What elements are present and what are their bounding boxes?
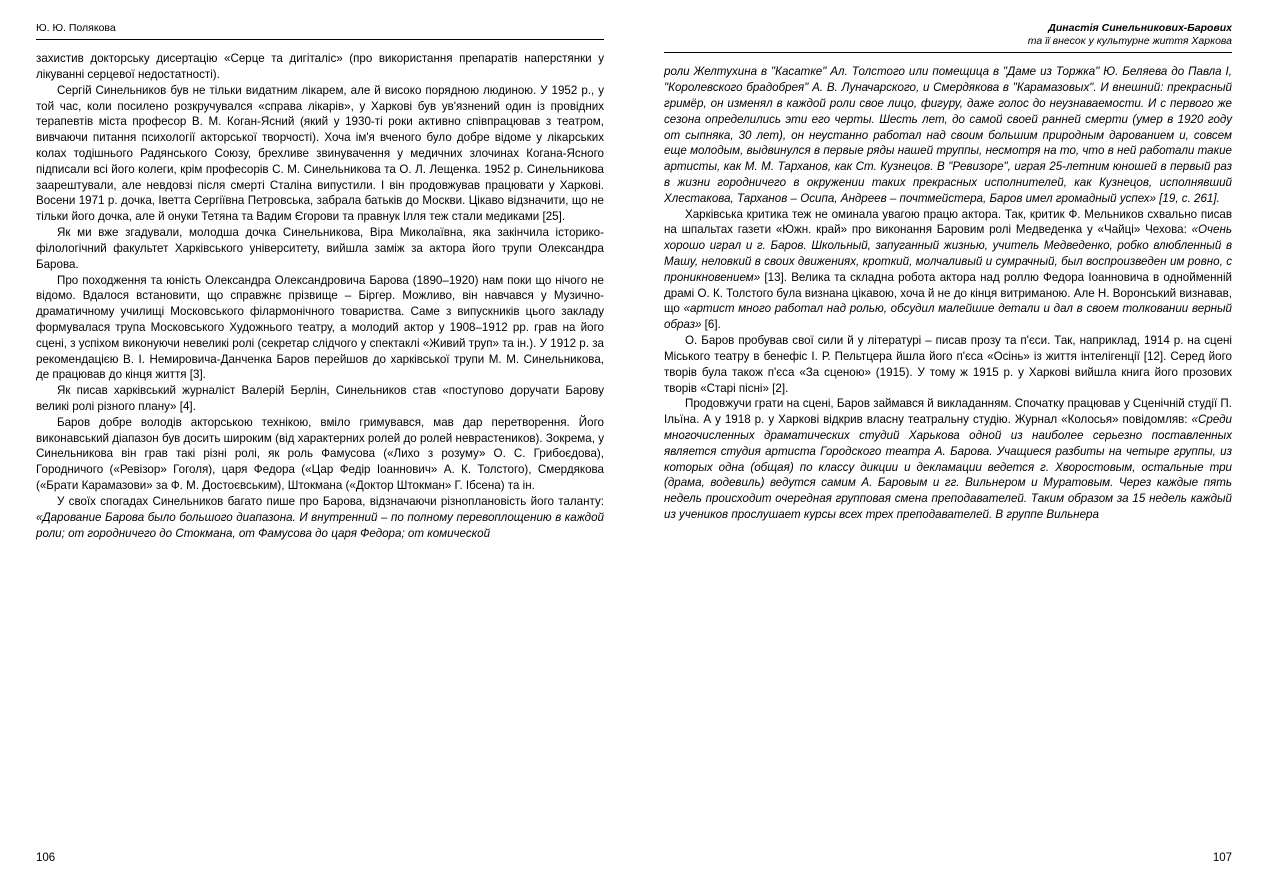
paragraph-with-quote [664,396,1232,523]
paragraph: Баров добре володів акторською технікою, вміло гримувався, мав дар перетворення. Його виконавський діапазон був досить широким (від характерних ролей до ролей неврастеников). Зокрема, у Синельникова він грав такі різні ролі, як роль Фамусова («Лихо з розуму» О. С. Грибоєдова), Городничого («Ревізор» Гоголя), царя Федора («Цар Федір Іоаннович» А. К. Толстого), Смердякова («Брати Карамазови» за Ф. М. Достоєвським), Штокмана («Доктор Штокман» Г. Ібсена) та ін. [36,415,604,493]
paragraph-trailing-text: [13]. Велика та складна робота актора над роллю Федора Іоанновича в однойменній драмі О. К. Толстого була визнана цікавою, хоча й не до кінця витриманою. Але Н. Воронський визнавав, що [664,270,1232,316]
paragraph-lead-text: Харківська критика теж не оминала увагою працю актора. Так, критик Ф. Мельников схвально писав на шпальтах газети «Южн. край» про виконання Баровим ролі Медведенка у «Чайці» Чехова: [664,207,1232,237]
quoted-passage: «Среди многочисленных драматических студий Харькова одной из наиболее серьезно поставленных является студия артиста Городского театра А. Барова. Учащиеся разбиты на четыре группы, из которых одна (общая) по классу дикции и декламации ведется г. Хворостовым, остальные три (драма, водевиль) ведутся самим А. Баровым и гг. Вильнером и Муратовым. Через каждые пять недель происходит очередная групповая смена преподавателей. Таким образом за 15 недель каждый из учеников прослушает курсы всех трех преподавателей. В группе Вильнера [664,413,1232,521]
running-head-left [36,22,604,40]
running-head-author: Ю. Ю. Полякова [36,22,116,34]
right-page-body [664,64,1232,523]
paragraph-with-quote [36,494,604,541]
paragraph: Сергій Синельников був не тільки видатним лікарем, але й високо порядною людиною. У 1952 р., у той час, коли посилено розкручувался «справа лікарів», у Харкові був ув'язнений один із провідних терапевтів міста професор В. М. Коган-Ясний (який у 1930-ті роки активно співпрацював з театром, вивчаючи питання психології акторської творчості). Хоча ім'я вченого було добре відоме у лікарських колах тодішнього Радянського Союзу, брехливе звинувачення у медичних злочинах Когана-Ясного підписали всі його колеги, крім професорів С. М. Синельникова та О. Л. Лещенка. 1952 р. Синельникова заарештували, але невдовзі після смерті Сталіна випустили. І він продовжував працювати у Харкові. Восени 1971 р. дочка, Іветта Сергіївна Петровська, забрала батьків до Москви. Цікаво відзначити, що не тільки його дочка, але й онуки Тетяна та Вадим Єгорови та правнук Ілля теж стали медиками [25]. [36,83,604,224]
paragraph: Як писав харківський журналіст Валерій Берлін, Синельников став «поступово доручати Барову великі ролі різного плану» [4]. [36,384,604,413]
quoted-passage: «Очень хорошо играл и г. Баров. Школьный, запуганный жизнью, учитель Медведенко, робко влюбленный в Машу, неловкий в своих движениях, кроткий, молчаливый и сумрачный, был воспроизведен им ровно, с проникновением» [664,223,1232,284]
folio-right: 107 [1212,852,1232,864]
paragraph-with-quote [664,207,1232,334]
running-head-right [664,22,1232,53]
paragraph-quote-continued: роли Желтухина в "Касатке" Ал. Толстого или помещица в "Даме из Торжка" Ю. Беляева до Павла I, "Королевского брадобрея" А. В. Луначарского, и Смердякова в "Карамазовых". И внешний: прекрасный гримёр, он изменял в каждой роли свое лицо, фигуру, даже голос до неузнаваемости. И с первого же сезона определились эти его черты. Шесть лет, до самой своей ранней смерти (умер в 1920 году от сыпняка, 30 лет), он неустанно работал над своим большим природным дарованием и, совсем еще молодым, выдвинулся в первые ряды нашей труппы, несмотря на то, что в ней работали такие артисты, как М. М. Тарханов, как Ст. Кузнецов. В "Ревизоре", играя 25-летним юношей в первый раз в жизни городничего в окружении таких прекрасных исполнителей, как Кузнецов, исполнявший Хлестакова, Тарханов – Осипа, Андреев – почтмейстера, Баров имел громадный успех» [19, с. 261]. [664,65,1232,205]
paragraph-lead-text: Продовжучи грати на сцені, Баров займався й викладанням. Спочатку працював у Сценічній студії П. Ільїна. А у 1918 р. у Харкові відкрив власну театральну студію. Журнал «Колосья» повідомляв: [664,397,1232,427]
running-head-title-line2: та її внесок у культурне життя Харкова [1027,35,1232,48]
paragraph: О. Баров пробував свої сили й у літературі – писав прозу та п'єси. Так, наприклад, 1914 р. на сцені Міського театру в бенефіс І. Р. Пельтцера йшла його п'єса «Осінь» із життя інтелігенції [12]. Серед його творів була також п'єса «За сценою» (1915). У тому ж 1915 р. у Харкові вийшла книга його прозових творів «Старі пісні» [2]. [664,334,1232,395]
folio-left: 106 [36,852,56,864]
quoted-passage: «Дарование Барова было большого диапазона. И внутренний – по полному перевоплощению в каждой роли; от городничего до Стокмана, от Фамусова до царя Федора; от комической [36,510,604,540]
quoted-passage: «артист много работал над ролью, обсудил малейшие детали и дал в своем толковании верный образ» [664,302,1232,332]
paragraph: Про походження та юність Олександра Олександровича Барова (1890–1920) нам поки що нічого не відомо. Вдалося встановити, що справжнє прізвище – Біргер. Можливо, він навчався у Музично-драматичному училищі Московського філармонічного товариства. Саме з випускників цього закладу формувалася трупа Московського Художнього театру, а молодий актор у 1908–1912 рр. грав на його сцені, з успіхом виконуючи невеликі ролі (секретар слідчого у спектаклі «Живий труп» та ін.). У 1912 р. за рекомендацією В. І. Немировича-Данченка Баров перейшов до харківської трупи М. М. Синельникова, де працював до кінця життя [3]. [36,273,604,382]
citation-reference: [6]. [701,318,721,332]
paragraph: захистив докторську дисертацію «Серце та дигіталіс» (про використання препаратів наперстянки у лікуванні серцевої недостатності). [36,52,604,81]
paragraph: Як ми вже згадували, молодша дочка Синельникова, Віра Миколаївна, яка закінчила історико-філологічний факультет Харківського університету, вийшла заміж за актора його трупи Олександра Барова. [36,226,604,271]
right-page [634,0,1268,881]
paragraph-lead-text: У своїх спогадах Синельников багато пише про Барова, відзначаючи різноплановість його таланту: [57,494,604,508]
running-head-title-line1: Династія Синельникових-Барових [1048,22,1232,34]
left-page-body [36,51,604,541]
